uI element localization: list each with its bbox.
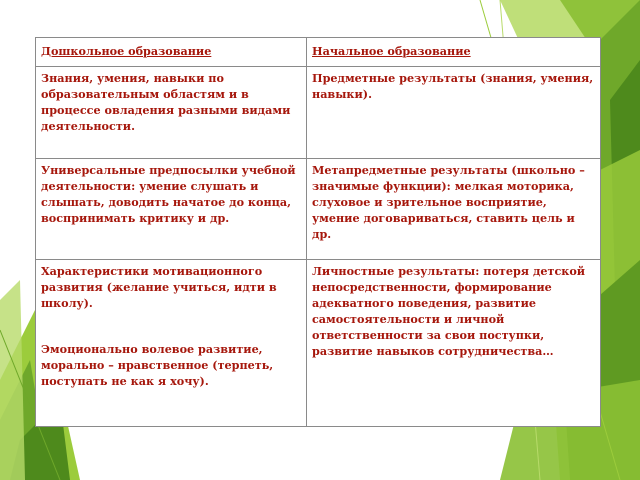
header-primary: Начальное образование — [307, 38, 601, 67]
header-preschool: Дошкольное образование — [36, 38, 307, 67]
table-row — [36, 260, 601, 427]
table-row — [36, 159, 601, 260]
cell-preschool-knowledge: Знания, умения, навыки по образовательным областям и в процессе овладения разными видами деятельности. — [36, 67, 307, 159]
cell-universal-prerequisites: Универсальные предпосылки учебной деятельности: умение слушать и слышать, доводить начатое до конца, воспринимать критику и др. — [36, 159, 307, 260]
comparison-table — [35, 37, 601, 427]
cell-subject-results: Предметные результаты (знания, умения, навыки). — [307, 67, 601, 159]
cell-motivation-text: Характеристики мотивационного развития (желание учиться, идти в школу). — [41, 264, 277, 310]
table-row — [36, 67, 601, 159]
cell-metasubject-results: Метапредметные результаты (школьно – значимые функции): мелкая моторика, слуховое и зрительное восприятие, умение договариваться, ставить цель и др. — [307, 159, 601, 260]
table-header-row — [36, 38, 601, 67]
cell-motivation-emotion — [36, 260, 307, 427]
cell-emotion-text: Эмоционально волевое развитие, морально – нравственное (терпеть, поступать не как я хочу). — [41, 342, 274, 388]
cell-personal-results: Личностные результаты: потеря детской непосредственности, формирование адекватного поведения, развитие самостоятельности и личной ответственности за свои поступки, развитие навыков сотрудничества… — [307, 260, 601, 427]
